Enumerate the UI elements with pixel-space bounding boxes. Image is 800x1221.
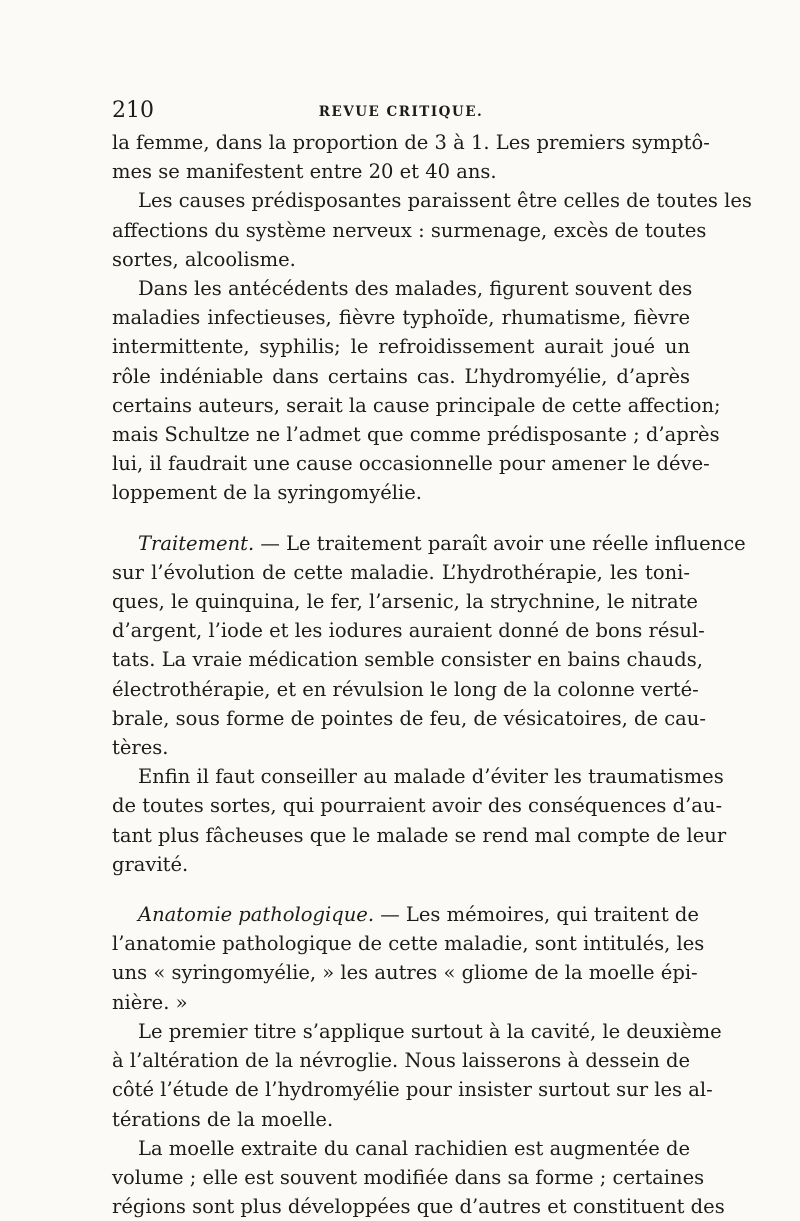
text-line: à l’altération de la névroglie. Nous laisserons à dessein de bbox=[112, 1049, 690, 1073]
text-line: côté l’étude de l’hydromyélie pour insister surtout sur les al- bbox=[112, 1078, 713, 1102]
body-text bbox=[112, 128, 752, 1221]
text-line: gravité. bbox=[112, 852, 189, 876]
paragraph-traitement bbox=[112, 529, 746, 763]
text-line: lui, il faudrait une cause occasionnelle pour amener le déve- bbox=[112, 452, 710, 476]
text-line: l’anatomie pathologique de cette maladie, sont intitulés, les bbox=[112, 932, 705, 956]
text-line: brale, sous forme de pointes de feu, de vésicatoires, de cau- bbox=[112, 706, 706, 730]
text-line: tant plus fâcheuses que le malade se rend mal compte de leur bbox=[112, 823, 727, 847]
section-heading: Traitement. bbox=[138, 531, 255, 555]
text-line: maladies infectieuses, fièvre typhoïde, rhumatisme, fièvre bbox=[112, 306, 690, 330]
text-line: Enfin il faut conseiller au malade d’éviter les traumatismes bbox=[138, 765, 724, 789]
text-line: mes se manifestent entre 20 et 40 ans. bbox=[112, 160, 497, 184]
text-line: certains auteurs, serait la cause principale de cette affection; bbox=[112, 393, 721, 417]
paragraph bbox=[112, 186, 752, 274]
text-line: régions sont plus développées que d’autres et constituent des bbox=[112, 1195, 725, 1219]
text-line: térations de la moelle. bbox=[112, 1107, 334, 1131]
text-line: nière. » bbox=[112, 990, 188, 1014]
paragraph bbox=[112, 274, 721, 508]
text-line: La moelle extraite du canal rachidien est augmentée de bbox=[138, 1136, 690, 1160]
text-line: affections du système nerveux : surmenage, excès de toutes bbox=[112, 218, 707, 242]
text-line: Dans les antécédents des malades, figurent souvent des bbox=[138, 277, 693, 301]
text-line: la femme, dans la proportion de 3 à 1. Les premiers symptô- bbox=[112, 131, 710, 154]
text-run: — Le traitement paraît avoir une réelle influence bbox=[260, 531, 746, 555]
text-run: — Les mémoires, qui traitent de bbox=[380, 903, 699, 927]
paragraph bbox=[112, 1134, 725, 1221]
text-line bbox=[112, 900, 699, 929]
paragraph-anatomie bbox=[112, 900, 705, 1017]
text-line: tats. La vraie médication semble consister en bains chauds, bbox=[112, 648, 703, 672]
text-line: Le premier titre s’applique surtout à la cavité, le deuxième bbox=[138, 1019, 722, 1043]
text-line: uns « syringomyélie, » les autres « gliome de la moelle épi- bbox=[112, 961, 698, 985]
paragraph bbox=[112, 128, 710, 186]
text-line: sortes, alcoolisme. bbox=[112, 247, 296, 271]
text-line: tères. bbox=[112, 736, 169, 760]
text-line: ques, le quinquina, le fer, l’arsenic, la strychnine, le nitrate bbox=[112, 590, 698, 614]
text-line: loppement de la syringomyélie. bbox=[112, 481, 423, 505]
text-line: sur l’évolution de cette maladie. L’hydrothérapie, les toni- bbox=[112, 560, 690, 584]
text-line: électrothérapie, et en révulsion le long de la colonne verté- bbox=[112, 677, 699, 701]
paragraph bbox=[112, 762, 727, 879]
text-line: de toutes sortes, qui pourraient avoir des conséquences d’au- bbox=[112, 794, 723, 818]
text-line: volume ; elle est souvent modifiée dans sa forme ; certaines bbox=[112, 1165, 705, 1189]
section-heading: Anatomie pathologique. bbox=[138, 903, 375, 927]
text-line: d’argent, l’iode et les iodures auraient donné de bons résul- bbox=[112, 619, 705, 643]
text-line: mais Schultze ne l’admet que comme prédisposante ; d’après bbox=[112, 423, 720, 447]
text-line: Les causes prédisposantes paraissent être celles de toutes les bbox=[138, 189, 752, 213]
text-line: intermittente, syphilis; le refroidissement aurait joué un bbox=[112, 335, 690, 359]
text-line bbox=[112, 529, 746, 558]
page-number: 210 bbox=[112, 98, 154, 123]
page-header bbox=[112, 98, 690, 128]
running-head: REVUE CRITIQUE. bbox=[318, 104, 484, 120]
paragraph bbox=[112, 1017, 722, 1134]
text-line: rôle indéniable dans certains cas. L’hydromyélie, d’après bbox=[112, 364, 690, 388]
